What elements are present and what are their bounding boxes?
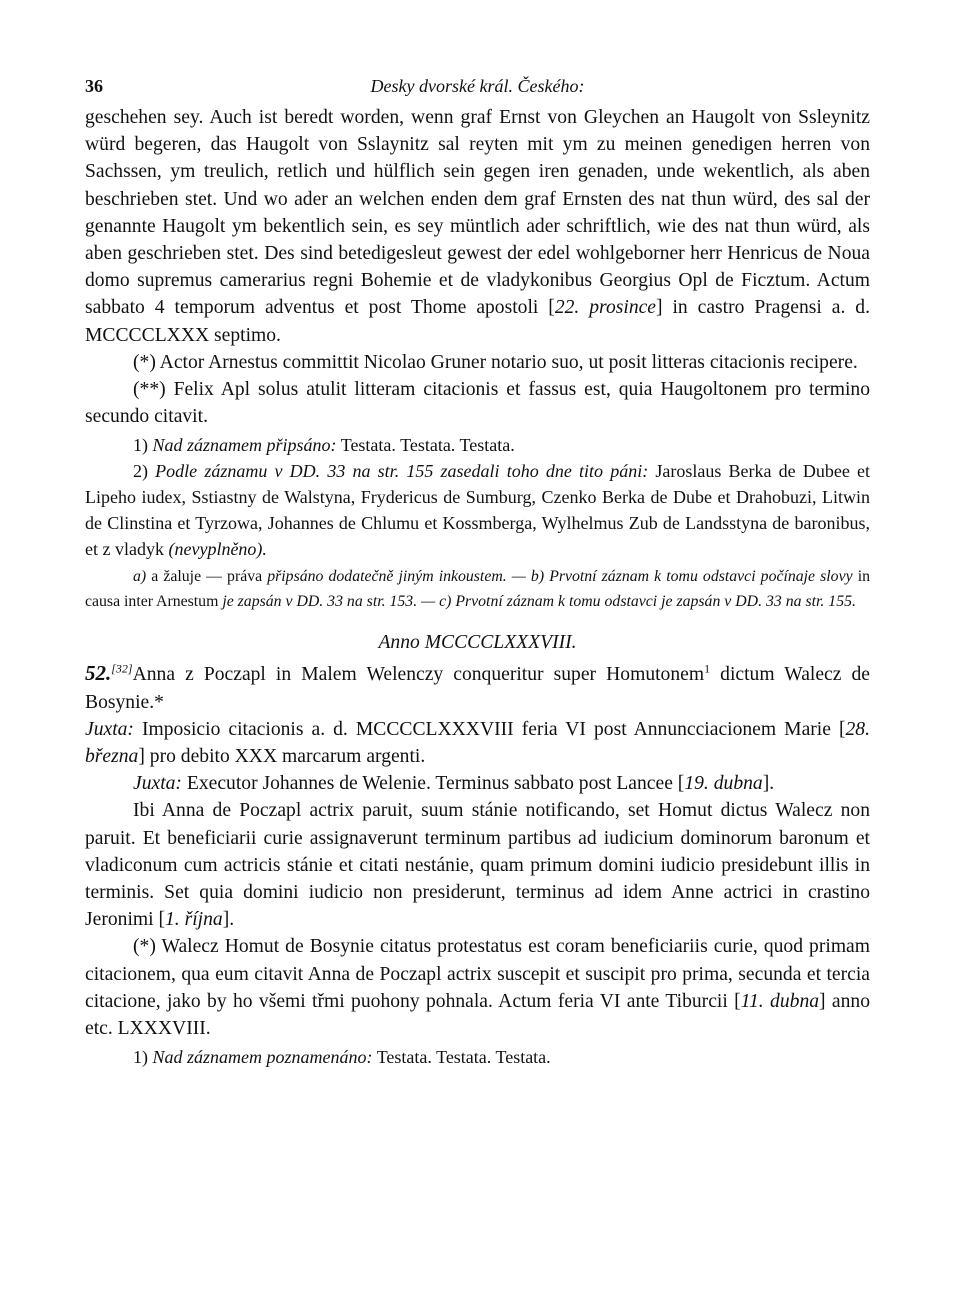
paragraph-2 <box>85 797 870 933</box>
paragraph-3 <box>85 933 870 1042</box>
footnote-1 <box>85 432 870 458</box>
juxta-2 <box>85 770 870 797</box>
paragraph-3-text: (*) Walecz Homut de Bosynie citatus protestatus est coram beneficiariis curie, quod primam citacionem, qua eum citavit Anna de Poczapl actrix suscepit et suscipit pro prima, secunda et tercia citacione, jako by ho všemi třmi puohony pohnala. Actum feria VI ante Tiburcii [ <box>85 936 870 1012</box>
note-b-italic-1: Prvotní záznam k tomu odstavci počínaje slovy <box>549 568 853 586</box>
note-a-italic: připsáno dodatečně jiným inkoustem. <box>267 568 507 586</box>
entry-text: Anna z Poczapl in Malem Welenczy conqueritur super Homutonem <box>132 664 705 686</box>
juxta-1-end: ] pro debito XXX marcarum argenti. <box>138 746 426 768</box>
date-note: 22. prosince <box>554 297 657 319</box>
note-c-italic: Prvotní záznam k tomu odstavci je zapsán v DD. 33 na str. 155. <box>455 593 856 611</box>
entry-ref: [32] <box>111 661 133 676</box>
juxta-2-end: ]. <box>762 773 775 795</box>
paragraph-2-text: Ibi Anna de Poczapl actrix paruit, suum stánie notificando, set Homut dictus Walecz non paruit. Et beneficiarii curie assignaverunt terminum partibus ad iudicium dominorum baronum et vladiconum cum actricis stánie et citati nestánie, quam primum domini iudicio presidebunt illis in terminis. Set quia domini iudicio non presiderunt, terminus ad idem Anne actrici in crastino Jeronimi [ <box>85 800 870 931</box>
juxta-2-label: Juxta: <box>133 773 182 795</box>
page-number: 36 <box>85 76 103 96</box>
footnote-2 <box>85 458 870 562</box>
juxta-1-label: Juxta: <box>85 718 134 740</box>
entry-number: 52. <box>85 661 112 686</box>
juxta-1-text: Imposicio citacionis a. d. MCCCCLXXXVIII feria VI post Annuncciacionem Marie [ <box>142 718 846 740</box>
note-star-1: (*) Actor Arnestus committit Nicolao Gruner notario suo, ut posit litteras citacionis recipere. <box>133 351 858 373</box>
note-b-italic-2: je zapsán v DD. 33 na str. 153. <box>222 593 418 611</box>
paragraph-2-end: ]. <box>222 909 235 931</box>
footnote-3-text: Testata. Testata. Testata. <box>376 1047 551 1068</box>
running-title: Desky dvorské král. Českého: <box>370 76 585 96</box>
footnote-1-mark: 1) <box>133 435 148 456</box>
paragraph-1-text: geschehen sey. Auch ist beredt worden, wenn graf Ernst von Gleychen an Haugolt von Ssleynitz würd begeren, das Haugolt von Sslaynitz sal reyten mit ym zu meinen genedigen herren von Sachssen, ym treulich, retlich und hülflich sein gegen iren genaden, unde wekentlich, als aben beschrieben stet. Und wo ader an welchen enden dem graf Ernsten des nat thun würd, des sal der genannte Haugolt ym bekentlich sein, es sey müntlich ader schriftlich, wie des nat thun würd, als aben geschrieben stet. Des sind betedigesleut gewest der edel wohlgeborner herr Henricus de Noua domo supremus camerarius regni Bohemie et de vladykonibus Georgius Opl de Ficztum. Actum sabbato 4 temporum adventus et post Thome apostoli [ <box>85 107 870 319</box>
page <box>85 68 870 1070</box>
footnote-1-label: Nad záznamem připsáno: <box>152 435 337 456</box>
footnote-2-label: Podle záznamu v DD. 33 na str. 155 zasedali toho dne tito páni: <box>155 461 649 482</box>
paragraph-3-date: 11. dubna <box>740 990 820 1012</box>
juxta-1-date: 28. března <box>85 718 870 768</box>
paragraph-3-end: ] anno etc. LXXXVIII. <box>85 990 871 1040</box>
footnote-3-mark: 1) <box>133 1047 148 1068</box>
body-text <box>85 104 870 430</box>
footnote-2-end: (nevyplněno). <box>168 539 267 560</box>
note-star-2: (**) Felix Apl solus atulit litteram citacionis et fassus est, quia Haugoltonem pro termino secundo citavit. <box>85 379 870 428</box>
entry-52 <box>85 660 870 1042</box>
juxta-1 <box>85 716 870 770</box>
footnotes <box>85 432 870 562</box>
entry-footnote-ref: 1 <box>704 661 711 676</box>
note-c-mark: — c) <box>421 593 452 611</box>
entry-text-2: dictum Walecz de Bosynie.* <box>85 664 870 713</box>
entry-heading <box>85 660 870 715</box>
paragraph-1-end: ] in castro Pragensi a. d. MCCCCLXXX septimo. <box>85 297 870 346</box>
note-a-text: a žaluje — práva <box>151 568 263 586</box>
footnote-2-text: Jaroslaus Berka de Dubee et Lipeho iudex, Sstiastny de Walstyna, Frydericus de Sumburg, Czenko Berka de Dube et Drahobuzi, Litwin de Clinstina et Tyrzowa, Johannes de Chlumu et Kossmberga, Wylhelmus Zub de Landsstyna de baronibus, et z vladyk <box>85 461 870 560</box>
section-title: Anno MCCCCLXXXVIII. <box>378 632 577 654</box>
footnotes-2 <box>85 1044 870 1070</box>
apparatus-notes <box>85 564 870 614</box>
paragraph-1 <box>85 104 870 349</box>
paragraph-2-date: 1. října <box>165 909 223 931</box>
note-a-mark: a) <box>133 568 147 586</box>
footnote-3 <box>85 1044 870 1070</box>
footnote-3-label: Nad záznamem poznamenáno: <box>152 1047 373 1068</box>
juxta-2-date: 19. dubna <box>684 773 763 795</box>
note-b-text: in causa inter Arnestum <box>85 568 870 611</box>
footnote-1-text: Testata. Testata. Testata. <box>340 435 515 456</box>
footnote-2-mark: 2) <box>133 461 148 482</box>
note-b-mark: — b) <box>511 568 545 586</box>
page-header <box>85 68 870 104</box>
juxta-2-text: Executor Johannes de Welenie. Terminus sabbato post Lancee [ <box>186 773 685 795</box>
